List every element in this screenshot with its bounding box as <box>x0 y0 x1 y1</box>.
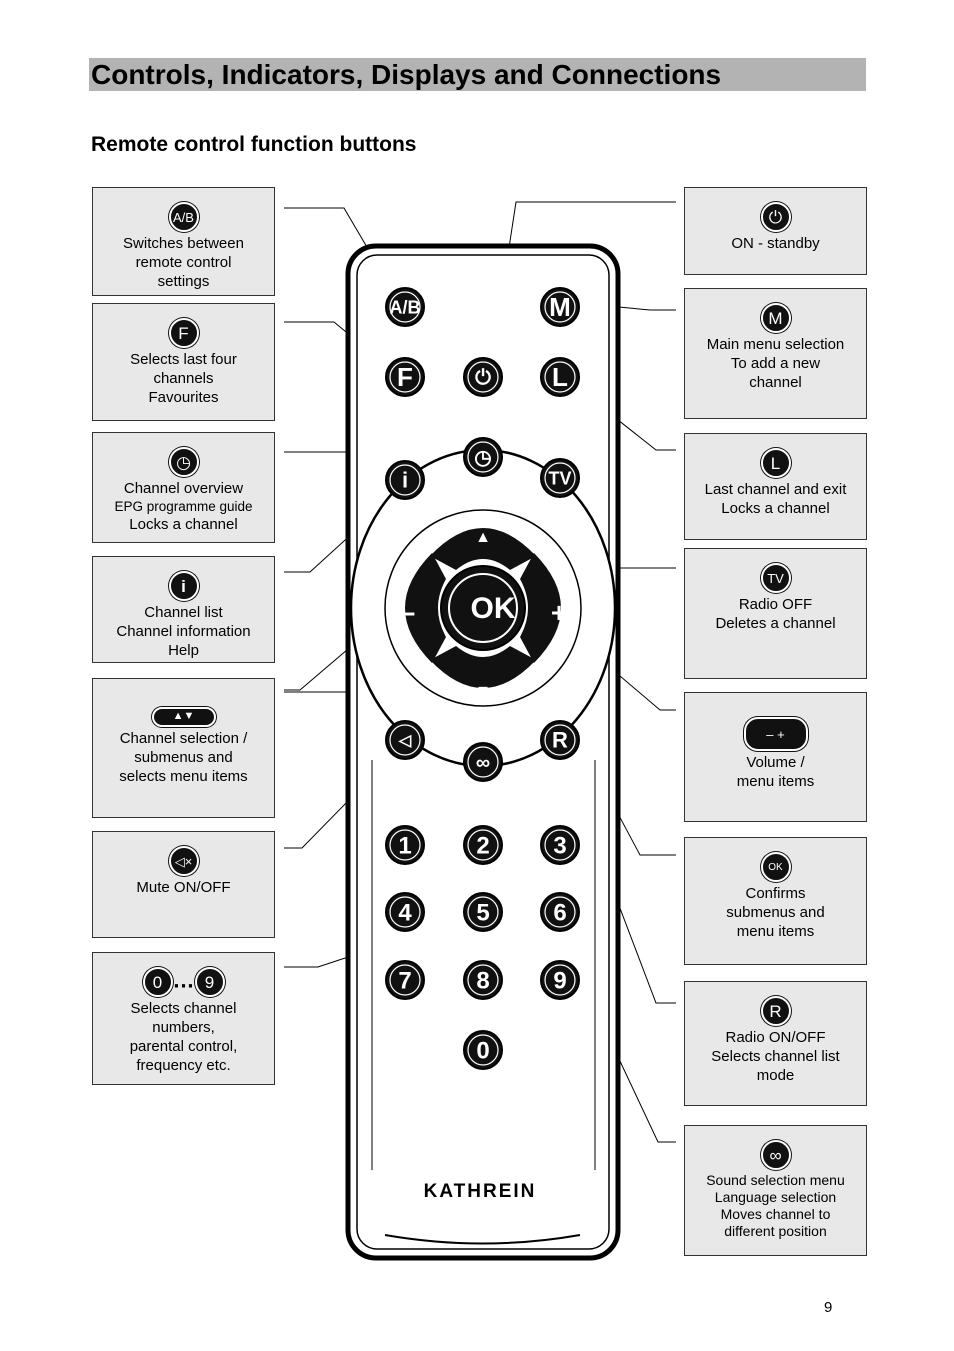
svg-text:L: L <box>552 362 568 393</box>
mute-icon: ◁× <box>169 846 199 876</box>
remote-menu-button <box>541 288 579 326</box>
svg-text:F: F <box>397 362 413 393</box>
remote-digit-0-button <box>464 1031 502 1069</box>
page-number: 9 <box>824 1299 833 1316</box>
svg-text:∞: ∞ <box>475 752 491 774</box>
remote-digit-5-button <box>464 893 502 931</box>
box-last-channel: L Last channel and exit Locks a channel <box>684 433 867 540</box>
svg-text:◁: ◁ <box>398 732 412 750</box>
svg-text:▲: ▲ <box>475 529 491 546</box>
box-favourites: F Selects last four channels Favourites <box>92 303 275 421</box>
svg-text:⏻: ⏻ <box>475 367 491 389</box>
remote-r-button <box>541 721 579 759</box>
remote-info-button <box>386 461 424 499</box>
svg-text:9: 9 <box>553 967 567 995</box>
svg-text:M: M <box>549 292 571 323</box>
svg-text:▼: ▼ <box>475 683 491 700</box>
box-tv: TV Radio OFF Deletes a channel <box>684 548 867 679</box>
remote-epg-button <box>464 438 502 476</box>
section-subtitle: Remote control function buttons <box>91 133 417 156</box>
svg-text:TV: TV <box>548 468 572 489</box>
svg-text:1: 1 <box>398 832 412 860</box>
svg-text:7: 7 <box>398 967 412 995</box>
ab-icon: A/B <box>169 202 199 232</box>
box-mute: ◁× Mute ON/OFF <box>92 831 275 938</box>
page-title: Controls, Indicators, Displays and Connections <box>91 59 722 90</box>
digit-0-icon: 0 <box>143 967 173 997</box>
box-epg: ◷ Channel overview EPG programme guide Locks a channel <box>92 432 275 543</box>
remote-digit-7-button <box>386 961 424 999</box>
remote-digit-4-button <box>386 893 424 931</box>
remote-digit-6-button <box>541 893 579 931</box>
remote-tv-button <box>541 459 579 497</box>
remote-digit-9-button <box>541 961 579 999</box>
ok-icon: OK <box>761 852 791 882</box>
power-icon: ⏻ <box>761 202 791 232</box>
remote-digit-8-button <box>464 961 502 999</box>
box-digits: 0 … 9 Selects channel numbers, parental control, frequency etc. <box>92 952 275 1085</box>
svg-text:0: 0 <box>476 1037 490 1065</box>
box-radio: R Radio ON/OFF Selects channel list mode <box>684 981 867 1106</box>
box-ab: A/B Switches between remote control settings <box>92 187 275 296</box>
tv-icon: TV <box>761 563 791 593</box>
svg-text:2: 2 <box>476 832 490 860</box>
menu-icon: M <box>761 303 791 333</box>
info-icon: i <box>169 571 199 601</box>
volume-icon: – + <box>744 717 808 751</box>
svg-text:–: – <box>398 596 416 629</box>
svg-text:i: i <box>401 467 409 493</box>
remote-f-button <box>386 358 424 396</box>
box-volume: – + Volume / menu items <box>684 692 867 822</box>
box-info: i Channel list Channel information Help <box>92 556 275 663</box>
remote-power-button <box>464 358 502 396</box>
remote-digit-3-button <box>541 826 579 864</box>
svg-text:4: 4 <box>398 899 412 927</box>
last-channel-icon: L <box>761 448 791 478</box>
svg-text:A/B: A/B <box>389 297 421 318</box>
svg-text:5: 5 <box>476 899 490 927</box>
svg-text:6: 6 <box>553 899 567 927</box>
svg-text:OK: OK <box>470 592 516 625</box>
svg-text:+: + <box>550 597 568 628</box>
remote-digit-1-button <box>386 826 424 864</box>
box-sound: ∞ Sound selection menu Language selection Moves channel to different position <box>684 1125 867 1256</box>
remote-digit-2-button <box>464 826 502 864</box>
clock-icon: ◷ <box>169 447 199 477</box>
remote-l-button <box>541 358 579 396</box>
box-channel-selection: ▲▼ Channel selection / submenus and selects menu items <box>92 678 275 818</box>
remote-ab-button <box>386 288 424 326</box>
up-down-arrows-icon: ▲▼ <box>152 707 216 727</box>
digit-9-icon: 9 <box>195 967 225 997</box>
box-power: ⏻ ON - standby <box>684 187 867 275</box>
brand-logo: KATHREIN <box>423 1181 537 1202</box>
remote-sound-button <box>464 743 502 781</box>
svg-text:◷: ◷ <box>474 447 492 469</box>
favourites-icon: F <box>169 318 199 348</box>
radio-icon: R <box>761 996 791 1026</box>
box-ok: OK Confirms submenus and menu items <box>684 837 867 965</box>
svg-text:3: 3 <box>553 832 567 860</box>
svg-text:R: R <box>552 727 568 753</box>
sound-icon: ∞ <box>761 1140 791 1170</box>
remote-mute-button <box>386 721 424 759</box>
svg-text:8: 8 <box>476 967 490 995</box>
box-menu: M Main menu selection To add a new channel <box>684 288 867 419</box>
